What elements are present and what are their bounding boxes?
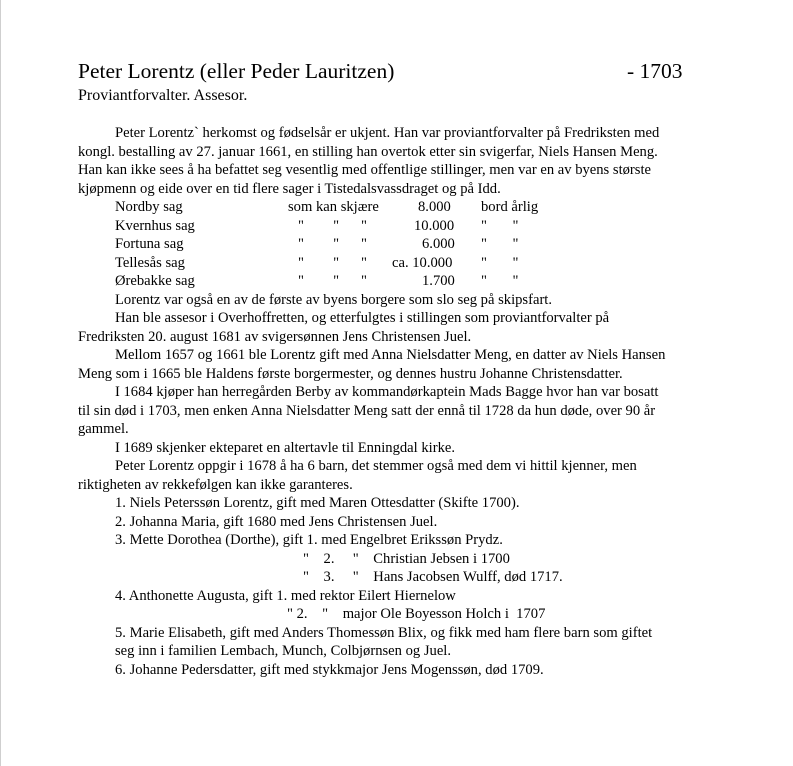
title-year: - 1703 <box>627 59 683 83</box>
sawmill-unit: bord årlig <box>481 199 539 215</box>
text-line: seg inn i familien Lembach, Munch, Colbjørnsen og Juel. <box>115 643 451 659</box>
sawmill-name: Fortuna sag <box>115 236 184 252</box>
list-item <box>78 624 738 661</box>
text-line: gammel. <box>78 421 129 437</box>
text-line: Mellom 1657 og 1661 ble Lorentz gift med Anna Nielsdatter Meng, en datter av Niels Hansen <box>115 347 666 363</box>
sawmill-name: Ørebakke sag <box>115 273 195 289</box>
paragraph-berby <box>78 383 738 439</box>
page-title: Peter Lorentz (eller Peder Lauritzen) <box>78 59 395 83</box>
sawmill-row <box>78 272 738 291</box>
sawmill-capacity-label: " " " <box>298 273 367 289</box>
sawmill-unit: " " <box>481 236 519 252</box>
children-list <box>78 494 738 679</box>
text-line: kongl. bestalling av 27. januar 1661, en stilling han overtok etter sin svigerfar, Niels Hansen Meng. <box>78 143 658 160</box>
paragraph-assesor <box>78 309 738 346</box>
sawmill-value: 10.000 <box>414 217 455 234</box>
sawmill-capacity-label: " " " <box>298 236 367 252</box>
sawmill-value: ca. 10.000 <box>392 254 453 271</box>
document-page <box>78 58 738 679</box>
paragraph-intro <box>78 124 738 198</box>
text-line: Han kan ikke sees å ha befattet seg vesentlig med offentlige stillinger, men var en av byens største <box>78 162 651 178</box>
sawmill-value: 1.700 <box>422 273 455 289</box>
page-edge <box>0 0 1 766</box>
text-line: Peter Lorentz` herkomst og fødselsår er ukjent. Han var proviantforvalter på Fredriksten med <box>115 125 660 141</box>
text-line: Han ble assesor i Overhoffretten, og etterfulgtes i stillingen som proviantforvalter på <box>115 310 610 326</box>
sawmill-row <box>78 254 738 273</box>
sawmill-value: 6.000 <box>422 236 455 252</box>
text-line: Meng som i 1665 ble Haldens første borgermester, og dennes hustru Johanne Christensdatter. <box>78 365 623 382</box>
sawmill-name: Kvernhus sag <box>115 217 195 234</box>
marriage-line: " 2. " major Ole Boyesson Holch i 1707 <box>287 606 546 622</box>
sawmill-capacity-label: som kan skjære <box>288 199 379 215</box>
sawmill-row <box>78 235 738 254</box>
list-item: 4. Anthonette Augusta, gift 1. med rektor Eilert Hiernelow <box>115 587 456 604</box>
paragraph-children-intro <box>78 457 738 494</box>
sawmill-name: Tellesås sag <box>115 254 185 271</box>
sawmill-capacity-label: " " " <box>298 254 367 271</box>
list-item-continuation <box>78 550 738 569</box>
paragraph-altertavle: I 1689 skjenker ekteparet en altertavle til Enningdal kirke. <box>115 439 455 456</box>
sawmill-table <box>78 198 738 291</box>
sawmill-row <box>78 198 738 217</box>
sawmill-unit: " " <box>481 254 519 271</box>
list-item: 6. Johanne Pedersdatter, gift med stykkmajor Jens Mogenssøn, død 1709. <box>115 661 544 678</box>
paragraph-marriage <box>78 346 738 383</box>
page-subtitle: Proviantforvalter. Assesor. <box>78 87 248 104</box>
sawmill-unit: " " <box>481 273 519 289</box>
text-line: til sin død i 1703, men enken Anna Nielsdatter Meng satt der ennå til 1728 da hun døde, over 90 år <box>78 402 656 419</box>
list-item: 1. Niels Peterssøn Lorentz, gift med Maren Ottesdatter (Skifte 1700). <box>115 495 520 511</box>
text-line: Fredriksten 20. august 1681 av svigersønnen Jens Christensen Juel. <box>78 328 472 345</box>
text-line: Peter Lorentz oppgir i 1678 å ha 6 barn, det stemmer også med dem vi hittil kjenner, men <box>115 458 637 474</box>
marriage-line: " 2. " Christian Jebsen i 1700 <box>303 550 510 567</box>
text-line: kjøpmenn og eide over en tid flere sager i Tistedalsvassdraget og på Idd. <box>78 180 501 197</box>
title-row <box>78 58 738 84</box>
list-item: 2. Johanna Maria, gift 1680 med Jens Christensen Juel. <box>115 513 438 530</box>
text-line: 5. Marie Elisabeth, gift med Anders Thomessøn Blix, og fikk med ham flere barn som giftet <box>115 624 653 641</box>
text-line: I 1684 kjøper han herregården Berby av kommandørkaptein Mads Bagge hvor han var bosatt <box>115 384 659 400</box>
sawmill-value: 8.000 <box>418 199 451 215</box>
list-item-continuation <box>78 568 738 587</box>
text-line: riktigheten av rekkefølgen kan ikke garanteres. <box>78 476 353 493</box>
marriage-line: " 3. " Hans Jacobsen Wulff, død 1717. <box>303 569 563 585</box>
list-item-continuation <box>78 605 738 624</box>
paragraph-shipping: Lorentz var også en av de første av byens borgere som slo seg på skipsfart. <box>115 291 553 308</box>
sawmill-capacity-label: " " " <box>298 217 367 234</box>
sawmill-name: Nordby sag <box>115 199 183 215</box>
sawmill-row <box>78 217 738 236</box>
list-item: 3. Mette Dorothea (Dorthe), gift 1. med Engelbret Erikssøn Prydz. <box>115 532 503 548</box>
sawmill-unit: " " <box>481 217 519 234</box>
document-body <box>78 124 738 679</box>
